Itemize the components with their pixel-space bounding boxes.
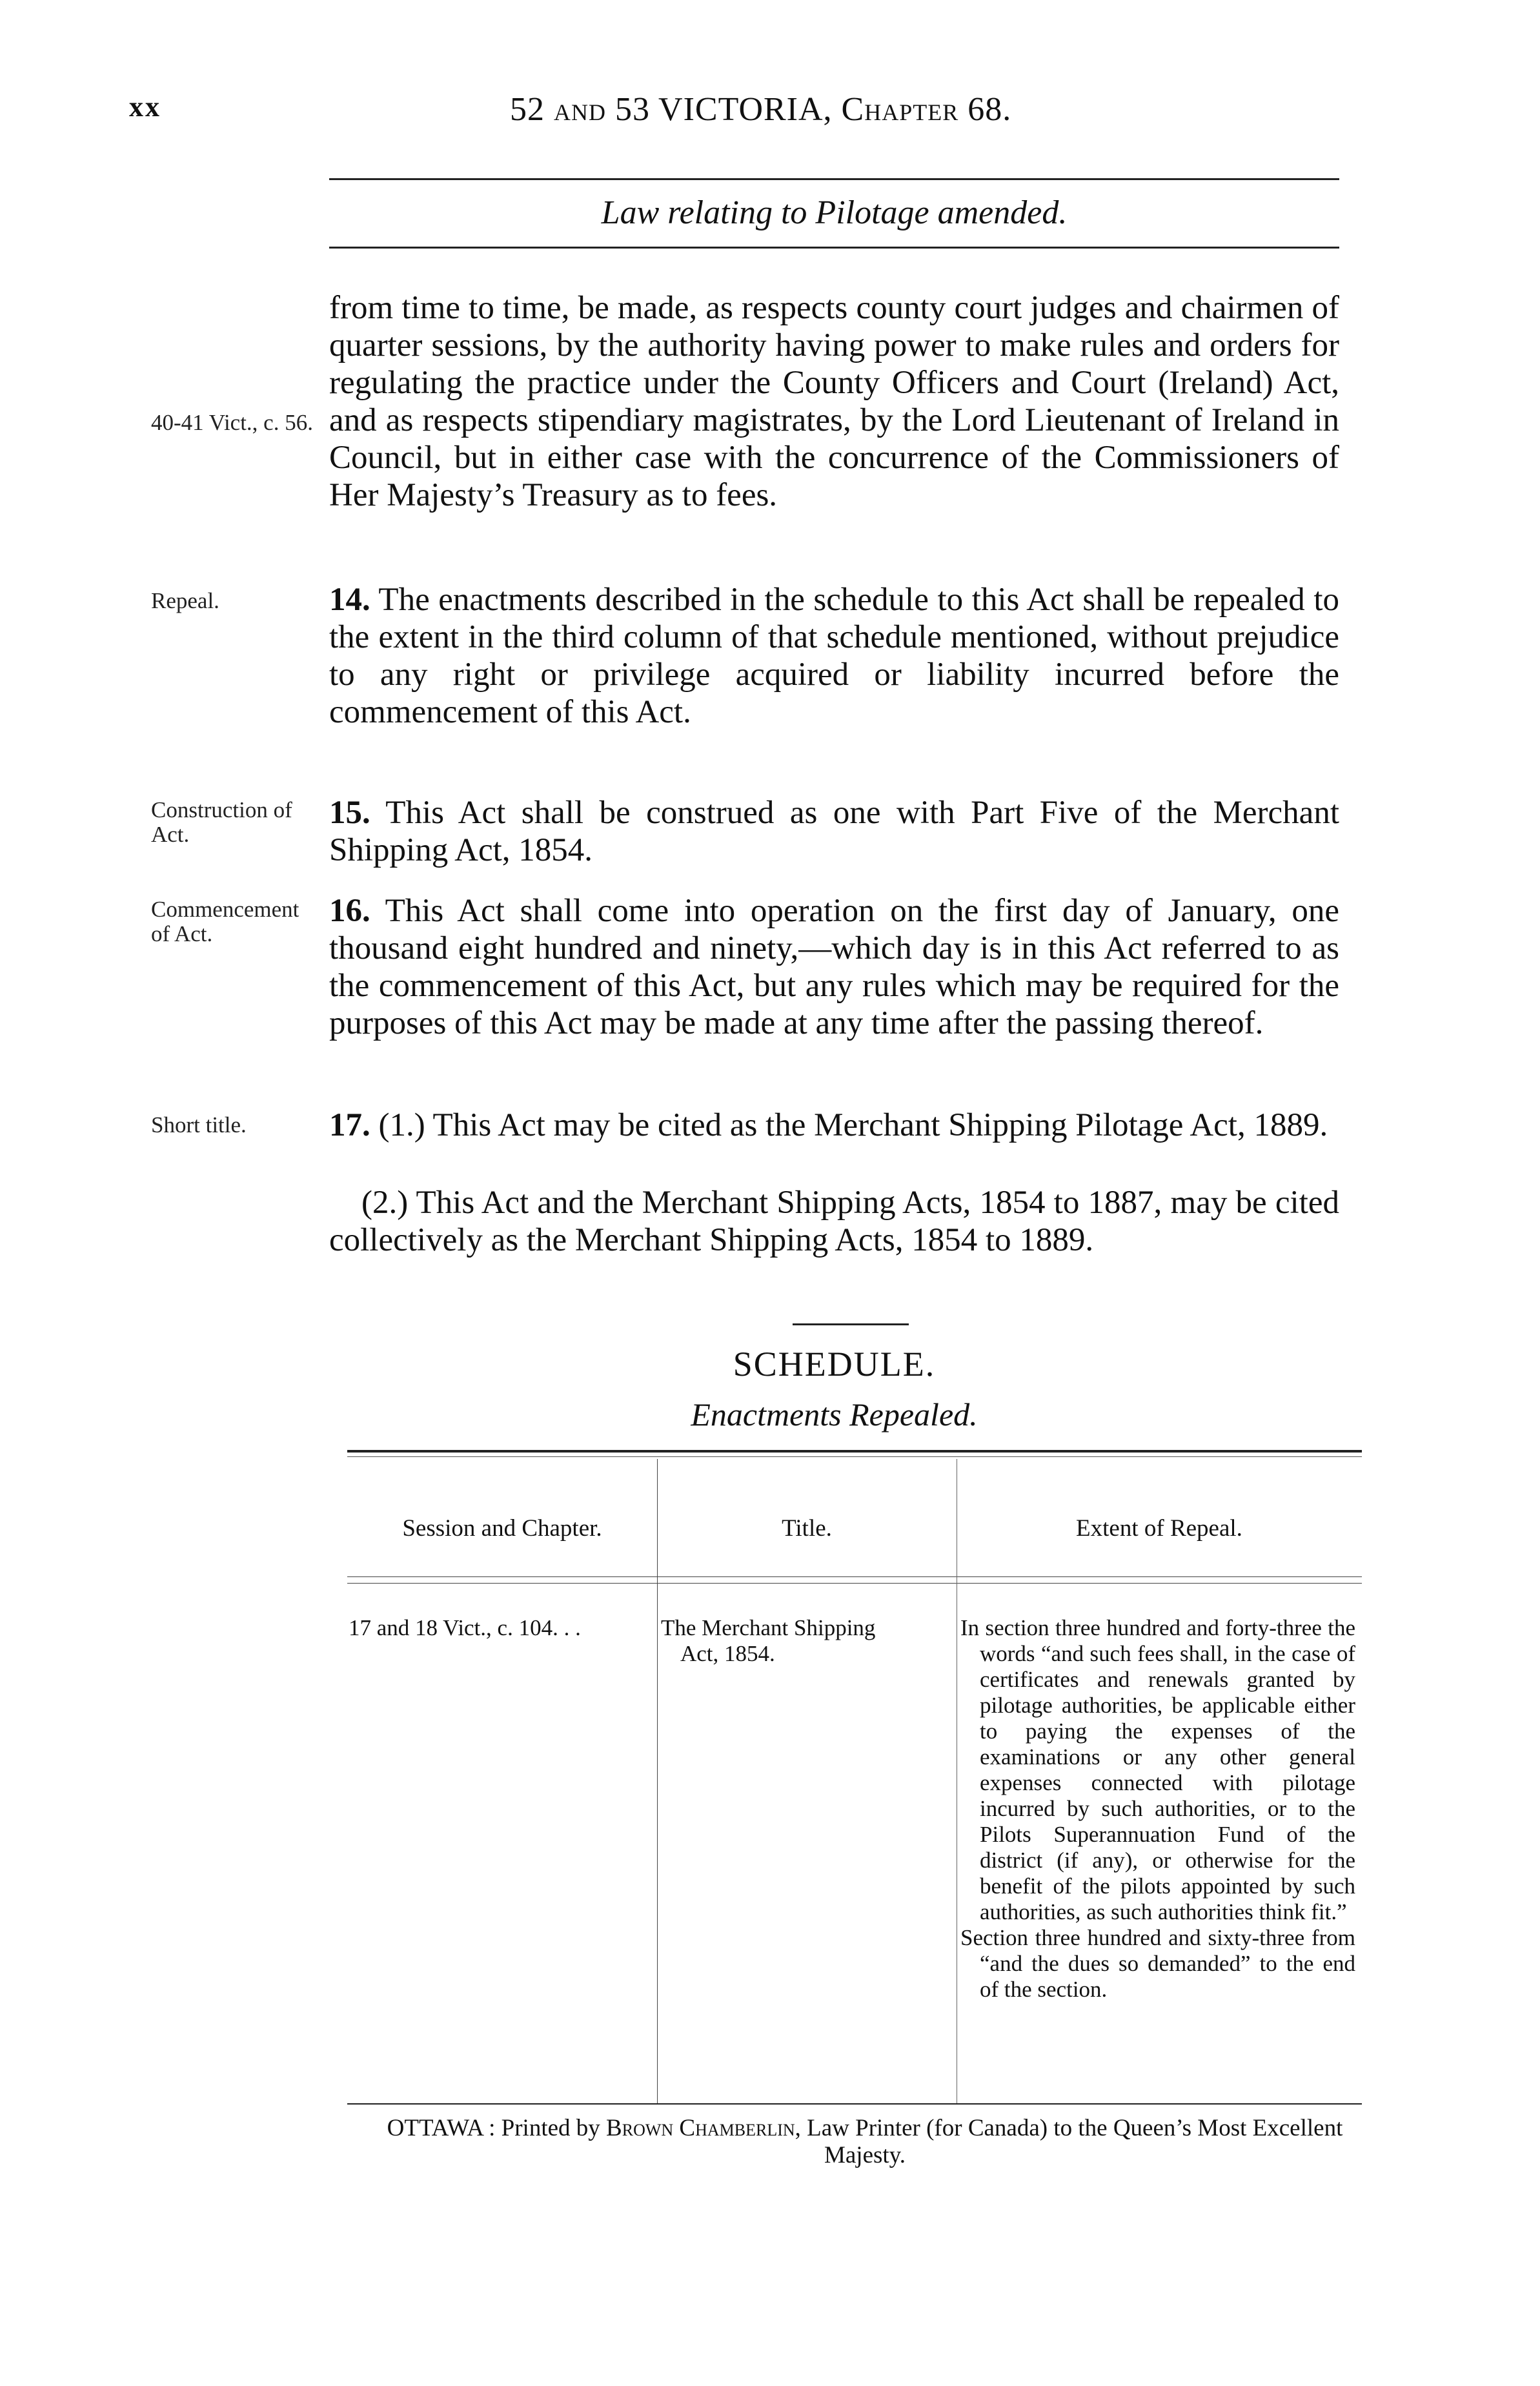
title-line: Act, 1854. [680, 1641, 775, 1666]
section-number: 14. [329, 582, 370, 618]
title-line: The Merchant Shipping [661, 1615, 876, 1640]
section-number: 17. [329, 1107, 370, 1143]
margin-note-40-41-vict: 40-41 Vict., c. 56. [151, 410, 313, 435]
margin-note-short-title: Short title. [151, 1112, 247, 1137]
section-15 [329, 794, 1339, 869]
section-number: 16. [329, 893, 370, 929]
section-17-subsection-2: (2.) This Act and the Merchant Shipping Acts, 1854 to 1887, may be cited collectively as the Merchant Shipping Acts, 1854 to 1889. [329, 1185, 1339, 1258]
table-cell-title [661, 1615, 953, 1667]
table-header-session: Session and Chapter. [402, 1515, 602, 1542]
table-header-extent: Extent of Repeal. [1076, 1515, 1242, 1542]
imprint-rest: , Law Printer (for Canada) to the Queen’s Most Excellent Majesty. [795, 2115, 1343, 2168]
section-16 [329, 892, 1339, 1042]
schedule-title: SCHEDULE. [733, 1345, 936, 1383]
imprint-place: OTTAWA : [387, 2115, 502, 2141]
printer-imprint [361, 2115, 1368, 2169]
paragraph-continuation: from time to time, be made, as respects county court judges and chairmen of quarter sessions, by the authority having power to make rules and orders for regulating the practice under the County Officers and Court (Ireland) Act, and as respects stipendiary magistrates, by the Lord Lieutenant of Ireland in Council, but in either case with the concurrence of the Commissioners of Her Majesty’s Treasury as to fees. [329, 290, 1339, 513]
table-rule-bottom [347, 2103, 1362, 2105]
section-text: This Act shall come into operation on the first day of January, one thousand eight hundred and ninety,—which day is in this Act referred to as the commencement of this Act, but any rules which may be required for the purposes of this Act may be made at any time after the passing thereof. [329, 893, 1339, 1041]
table-rule-header-thin [347, 1583, 1362, 1584]
extent-item: Section three hundred and sixty-three from “and the dues so demanded” to the end of the section. [960, 1925, 1355, 2002]
table-column-divider [657, 1459, 658, 2103]
section-text: The enactments described in the schedule to this Act shall be repealed to the extent in the third column of that schedule mentioned, without prejudice to any right or privilege acquired or liability incurred before the commencement of this Act. [329, 582, 1339, 730]
margin-note-construction: Construction of Act. [151, 797, 292, 847]
table-header-title: Title. [782, 1515, 832, 1542]
schedule-subtitle: Enactments Repealed. [691, 1396, 978, 1433]
section-14 [329, 581, 1339, 731]
page-number: xx [129, 91, 161, 123]
table-rule-top-thin [347, 1456, 1362, 1457]
table-rule-header [347, 1576, 1362, 1577]
running-head-chapter: Chapter [841, 91, 959, 128]
margin-note-repeal: Repeal. [151, 588, 219, 613]
running-head-part: 68. [958, 91, 1012, 128]
imprint-printed-by: Printed by [501, 2115, 607, 2141]
running-head-and: and [554, 91, 606, 128]
extent-item: In section three hundred and forty-three the words “and such fees shall, in the case of certificates and renewals granted by pilotage authorities, be applicable either to paying the expenses of the examinations or any other general expenses connected with pilotage incurred by such authorities, or to the Pilots Superannuation Fund of the district (if any), or otherwise for the benefit of the pilots appointed by such authorities, as such authorities think fit.” [960, 1615, 1355, 1924]
subhead: Law relating to Pilotage amended. [601, 194, 1068, 231]
table-cell-session: 17 and 18 Vict., c. 104. . . [349, 1615, 581, 1640]
table-cell-extent [960, 1615, 1355, 2003]
imprint-printer-name: Brown Chamberlin [606, 2115, 795, 2141]
table-rule-top [347, 1450, 1362, 1453]
header-rule-bottom [329, 247, 1339, 249]
section-17 [329, 1106, 1339, 1144]
schedule-rule [793, 1323, 909, 1325]
margin-note-commencement: Commencement of Act. [151, 897, 299, 946]
section-number: 15. [329, 795, 370, 831]
running-head-part: 52 [510, 91, 554, 128]
section-text: This Act shall be construed as one with Part Five of the Merchant Shipping Act, 1854. [329, 795, 1339, 868]
section-text: (1.) This Act may be cited as the Merchant Shipping Pilotage Act, 1889. [370, 1107, 1328, 1143]
running-head [510, 90, 1011, 128]
header-rule-top [329, 178, 1339, 180]
running-head-part: 53 VICTORIA, [606, 91, 842, 128]
